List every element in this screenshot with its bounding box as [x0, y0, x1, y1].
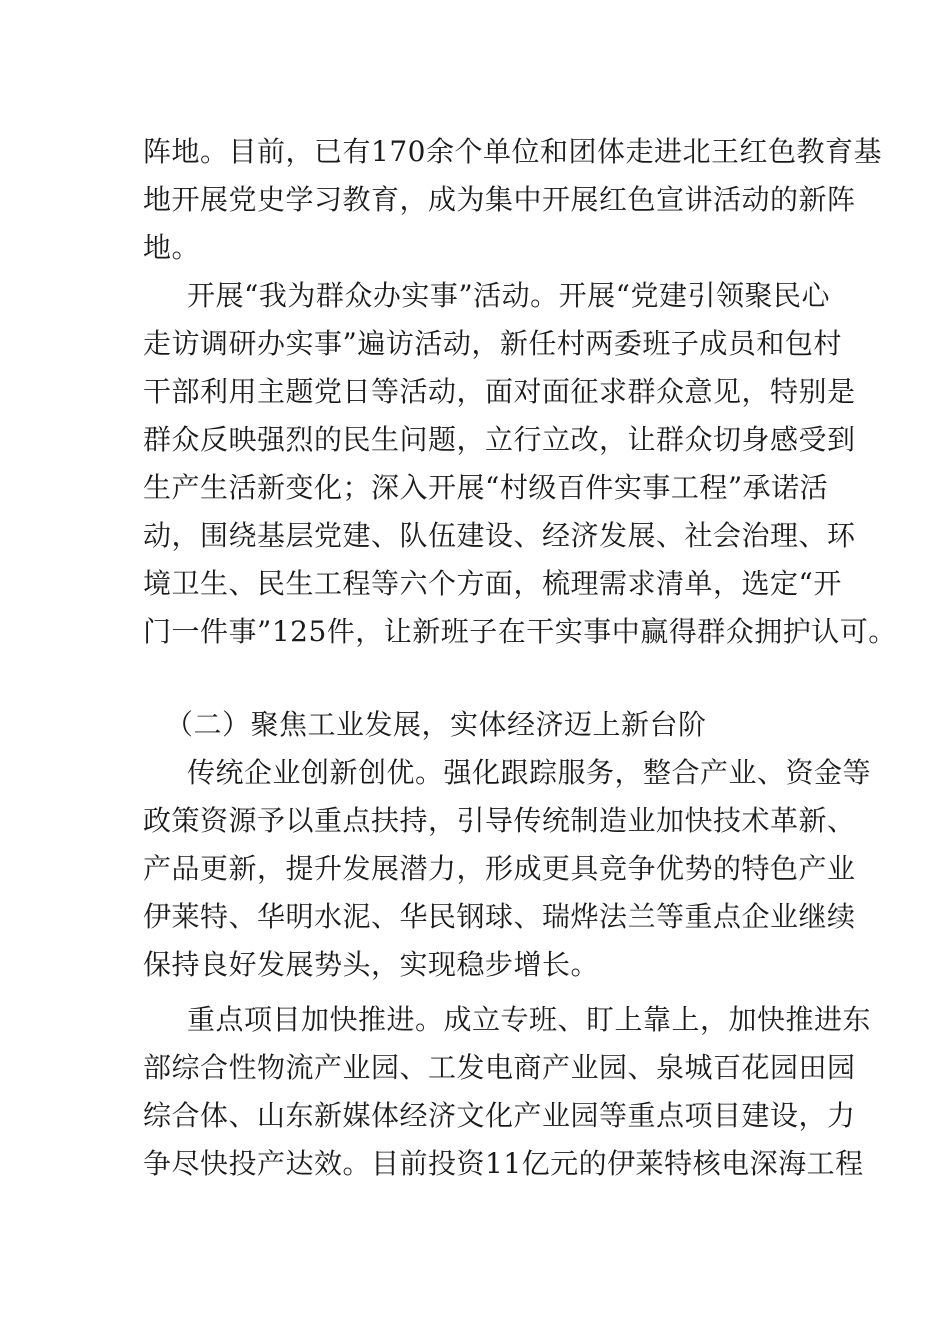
paragraph-line: 境卫生、民生工程等六个方面，梳理需求清单，选定“开: [143, 567, 842, 600]
paragraph-line: 伊莱特、华明水泥、华民钢球、瑞烨法兰等重点企业继续: [143, 900, 856, 933]
paragraph-line: 群众反映强烈的民生问题，立行立改，让群众切身感受到: [143, 423, 856, 456]
paragraph-line: 政策资源予以重点扶持，引导传统制造业加快技术革新、: [143, 804, 856, 837]
paragraph-line: 走访调研办实事”遍访活动，新任村两委班子成员和包村: [143, 327, 842, 360]
paragraph-line: 部综合性物流产业园、工发电商产业园、泉城百花园田园: [143, 1051, 856, 1084]
paragraph-line: 重点项目加快推进。成立专班、盯上靠上，加快推进东: [187, 1003, 872, 1036]
paragraph-line: 产品更新，提升发展潜力，形成更具竞争优势的特色产业: [143, 852, 856, 885]
paragraph-line: 保持良好发展势头，实现稳步增长。: [143, 948, 600, 981]
paragraph-line: 生产生活新变化；深入开展“村级百件实事工程”承诺活: [143, 471, 829, 504]
section-heading: （二）聚焦工业发展，实体经济迈上新台阶: [165, 708, 707, 741]
paragraph-line: 干部利用主题党日等活动，面对面征求群众意见，特别是: [143, 375, 856, 408]
paragraph-line: 综合体、山东新媒体经济文化产业园等重点项目建设，力: [143, 1099, 856, 1132]
paragraph-line: 传统企业创新创优。强化跟踪服务，整合产业、资金等: [187, 756, 872, 789]
paragraph-line: 动，围绕基层党建、队伍建设、经济发展、社会治理、环: [143, 519, 856, 552]
paragraph-line: 阵地。目前，已有170余个单位和团体走进北王红色教育基: [143, 135, 882, 168]
paragraph-line: 开展“我为群众办实事”活动。开展“党建引领聚民心: [187, 279, 830, 312]
paragraph-line: 地。: [143, 231, 201, 264]
paragraph-line: 争尽快投产达效。目前投资11亿元的伊莱特核电深海工程: [143, 1147, 864, 1180]
paragraph-line: 地开展党史学习教育，成为集中开展红色宣讲活动的新阵: [143, 183, 856, 216]
paragraph-line: 门一件事”125件，让新班子在干实事中赢得群众拥护认可。: [143, 615, 897, 648]
